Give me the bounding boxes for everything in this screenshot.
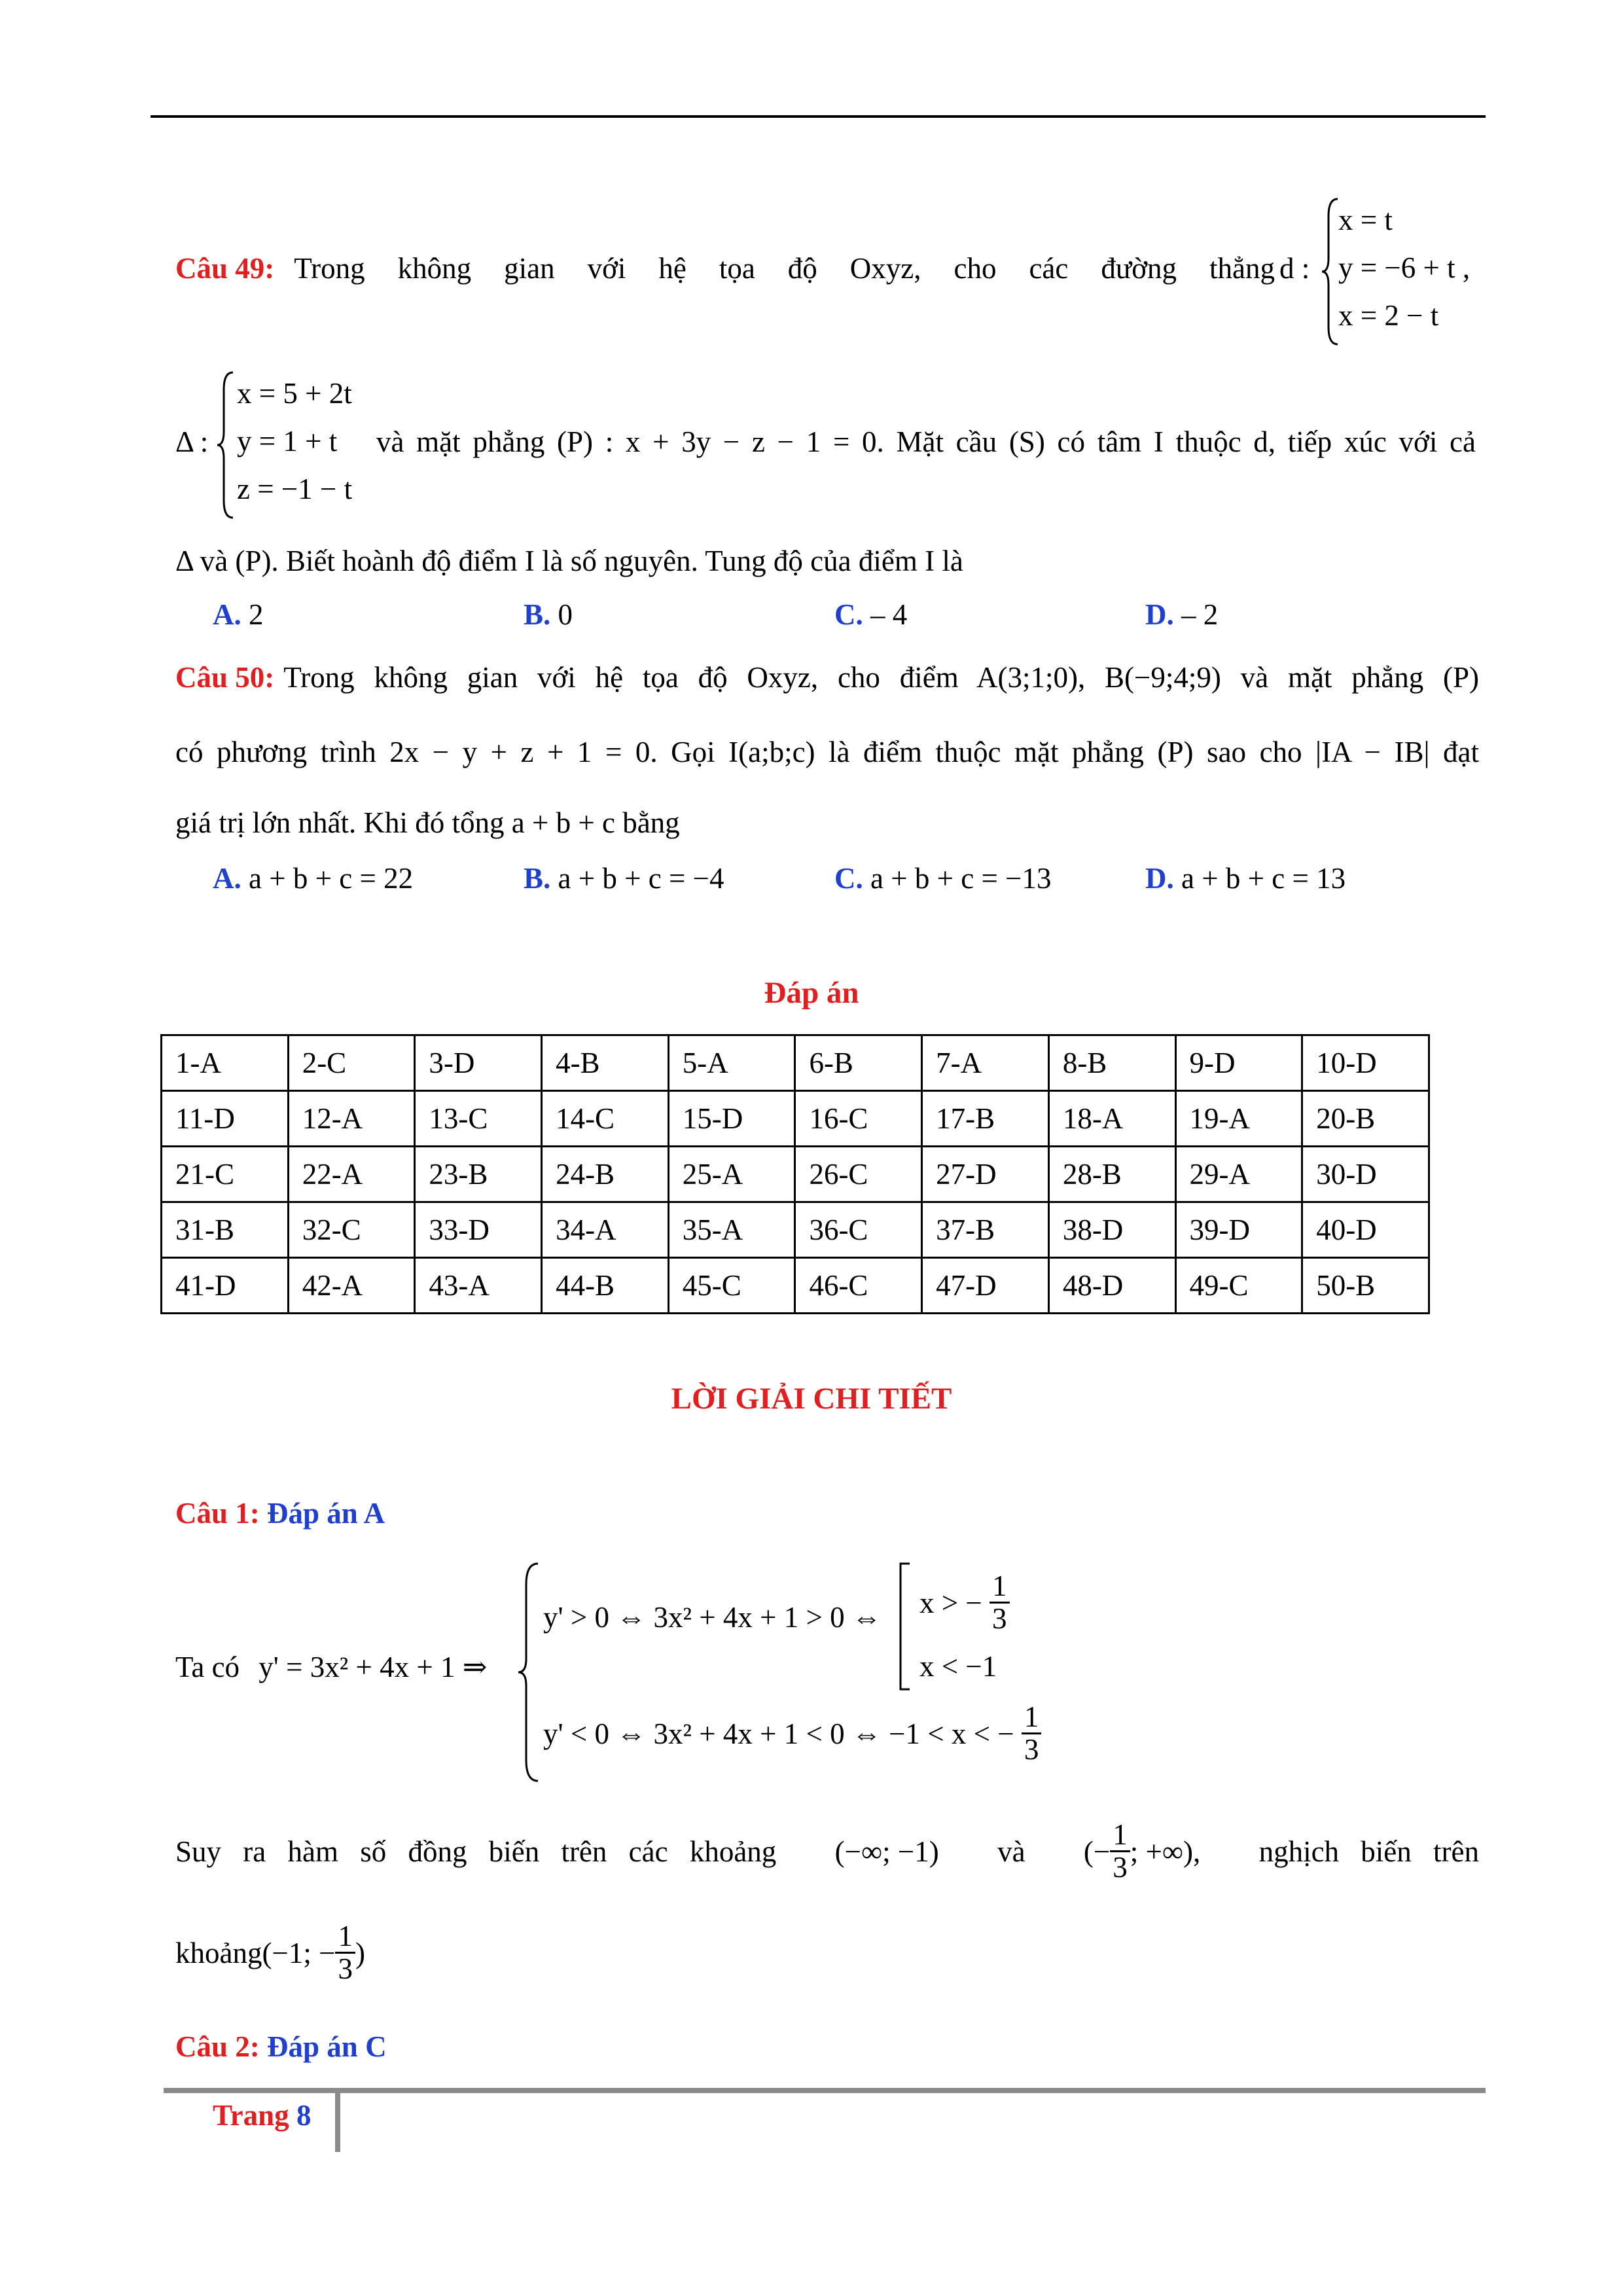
case-gt-text: x > − [919,1586,982,1619]
footer-divider [335,2093,340,2152]
answer-cell: 14-C [542,1091,669,1147]
answer-cell: 5-A [668,1035,795,1091]
answer-cell: 50-B [1302,1258,1429,1314]
answer-cell: 16-C [795,1091,922,1147]
option-d-value: a + b + c = 13 [1181,862,1346,895]
answer-cell: 24-B [542,1147,669,1202]
question-50-option-c [834,861,1051,896]
question-49-label: Câu 49: [175,252,275,285]
option-b-value: a + b + c = −4 [558,862,724,895]
interval-1: (−∞; −1) [834,1835,939,1868]
answer-cell: 30-D [1302,1147,1429,1202]
answer-cell: 36-C [795,1202,922,1258]
interval-3-pre: (−1; − [262,1936,336,1969]
question-49-line1 [175,251,1275,286]
option-d-label: D. [1145,862,1174,895]
answer-cell: 42-A [288,1258,415,1314]
question-49-option-b [524,597,573,632]
fraction-one-third [335,1921,355,1985]
case-negative-text: y' < 0 ⇔ 3x² + 4x + 1 < 0 ⇔ −1 < x < − [543,1717,1014,1750]
answer-cell: 10-D [1302,1035,1429,1091]
answer-cell: 27-D [922,1147,1049,1202]
answer-cell: 17-B [922,1091,1049,1147]
solution-1-answer: Đáp án A [267,1497,385,1530]
d-line-label: d : [1279,252,1310,285]
conclusion-text-a: Suy ra hàm số đồng biến trên các khoảng [175,1835,777,1868]
option-b-label: B. [524,598,551,631]
answer-cell: 47-D [922,1258,1049,1314]
interval-3-post: ) [355,1936,365,1969]
answer-row [162,1147,1429,1202]
answer-cell: 39-D [1175,1202,1302,1258]
option-a-label: A. [213,598,241,631]
answer-cell: 11-D [162,1091,289,1147]
answer-cell: 8-B [1048,1035,1175,1091]
question-50-text2: có phương trình 2x − y + z + 1 = 0. Gọi I(a;b;c) là điểm thuộc mặt phẳng (P) sao cho |IA − IB| đạt [175,736,1479,768]
d-eq-1: x = t [1338,204,1393,236]
answer-cell: 29-A [1175,1147,1302,1202]
fraction-denominator: 3 [1024,1733,1039,1767]
fraction-one-third [1110,1820,1130,1884]
answer-cell: 37-B [922,1202,1049,1258]
d-eq-2: y = −6 + t , [1338,251,1471,284]
option-c-label: C. [834,598,863,631]
answer-cell: 31-B [162,1202,289,1258]
solution-1-case-gt [919,1571,1010,1635]
answer-cell: 46-C [795,1258,922,1314]
answer-cell: 18-A [1048,1091,1175,1147]
answer-cell: 41-D [162,1258,289,1314]
solutions-title: LỜI GIẢI CHI TIẾT [671,1382,952,1416]
answer-cell: 40-D [1302,1202,1429,1258]
option-a-value: 2 [249,598,264,631]
page-word: Trang [213,2099,289,2132]
option-a-value: a + b + c = 22 [249,862,414,895]
interval-2-pre: (− [1083,1835,1111,1868]
answer-cell: 44-B [542,1258,669,1314]
answer-cell: 35-A [668,1202,795,1258]
question-50-line1 [175,660,1479,695]
fraction-denominator: 3 [1113,1851,1128,1884]
solution-1-case-lt: x < −1 [919,1650,997,1683]
answer-cell: 4-B [542,1035,669,1091]
answer-cell: 6-B [795,1035,922,1091]
solution-1-case-negative [543,1702,1041,1766]
question-49-text2: và mặt phẳng (P) : x + 3y − z − 1 = 0. Mặt cầu (S) có tâm I thuộc d, tiếp xúc với cả [376,425,1476,458]
delta-system-brace [216,370,236,520]
option-c-value: a + b + c = −13 [870,862,1052,895]
answer-cell: 33-D [415,1202,542,1258]
interval-2 [1084,1820,1200,1884]
question-49-intro: Trong không gian với hệ tọa độ Oxyz, cho các đường thẳng [294,252,1275,285]
answer-cell: 45-C [668,1258,795,1314]
delta-eq-2: y = 1 + t [237,425,338,457]
question-49-option-c [834,597,907,632]
answer-cell: 2-C [288,1035,415,1091]
solution-1-interval-decreasing [175,1921,365,1985]
question-50-label: Câu 50: [175,661,275,694]
answer-key-title: Đáp án [764,976,859,1010]
page-number-value: 8 [296,2099,312,2132]
answer-cell: 9-D [1175,1035,1302,1091]
delta-label: Δ : [175,425,209,458]
option-c-label: C. [834,862,863,895]
solution-1-heading [175,1496,385,1531]
answer-cell: 43-A [415,1258,542,1314]
answer-key-table [160,1034,1430,1314]
option-b-label: B. [524,862,551,895]
derivative-expr: y' = 3x² + 4x + 1 ⇒ [259,1651,488,1683]
answer-cell: 20-B [1302,1091,1429,1147]
fraction-one-third [1022,1702,1042,1766]
solution-2-label: Câu 2: [175,2030,260,2063]
question-49-text3: Δ và (P). Biết hoành độ điểm I là số nguyên. Tung độ của điểm I là [175,545,963,577]
fraction-numerator: 1 [1110,1820,1130,1852]
option-d-label: D. [1145,598,1174,631]
solution-2-heading [175,2029,387,2064]
answer-row [162,1258,1429,1314]
option-c-value: – 4 [870,598,908,631]
d-system-brace [1321,196,1340,347]
fraction-numerator: 1 [335,1921,355,1954]
answer-cell: 34-A [542,1202,669,1258]
question-50-option-b [524,861,724,896]
answer-row [162,1035,1429,1091]
interval-2-post: ; +∞), [1130,1835,1201,1868]
option-d-value: – 2 [1181,598,1219,631]
solution-1-bracket [897,1561,912,1692]
question-50-option-a [213,861,413,896]
conclusion-text-b: nghịch biến trên [1258,1835,1479,1868]
fraction-denominator: 3 [992,1602,1007,1636]
question-49-option-a [213,597,264,632]
solution-1-case-positive: y' > 0 ⇔ 3x² + 4x + 1 > 0 ⇔ [543,1601,882,1634]
fraction-numerator: 1 [990,1571,1010,1604]
fraction-denominator: 3 [338,1952,353,1986]
answer-cell: 13-C [415,1091,542,1147]
answer-row [162,1202,1429,1258]
page-number [213,2098,311,2133]
answer-cell: 48-D [1048,1258,1175,1314]
answer-cell: 15-D [668,1091,795,1147]
header-rule [151,115,1486,118]
solution-1-conclusion [175,1820,1479,1884]
option-a-label: A. [213,862,241,895]
fraction-one-third [990,1571,1010,1635]
answer-cell: 3-D [415,1035,542,1091]
answer-cell: 19-A [1175,1091,1302,1147]
answer-cell: 12-A [288,1091,415,1147]
question-49-option-d [1145,597,1218,632]
delta-eq-3: z = −1 − t [237,473,353,505]
question-50-text3: giá trị lớn nhất. Khi đó tổng a + b + c bằng [175,806,680,839]
answer-cell: 28-B [1048,1147,1175,1202]
answer-cell: 49-C [1175,1258,1302,1314]
answer-cell: 21-C [162,1147,289,1202]
solution-2-answer: Đáp án C [267,2030,387,2063]
answer-cell: 23-B [415,1147,542,1202]
fraction-numerator: 1 [1022,1702,1042,1734]
ta-co-text: Ta có [175,1651,240,1683]
question-50-option-d [1145,861,1346,896]
answer-cell: 22-A [288,1147,415,1202]
khoang-word: khoảng [175,1936,262,1969]
answer-row [162,1091,1429,1147]
answer-cell: 26-C [795,1147,922,1202]
answer-cell: 32-C [288,1202,415,1258]
and-word: và [997,1835,1026,1868]
solution-1-label: Câu 1: [175,1497,260,1530]
solution-1-intro [175,1649,488,1685]
footer-rule [164,2088,1486,2093]
answer-cell: 38-D [1048,1202,1175,1258]
answer-cell: 1-A [162,1035,289,1091]
solution-1-big-brace [517,1561,541,1784]
delta-eq-1: x = 5 + 2t [237,377,352,410]
question-50-text1: Trong không gian với hệ tọa độ Oxyz, cho điểm A(3;1;0), B(−9;4;9) và mặt phẳng (P) [283,661,1479,694]
d-eq-3: x = 2 − t [1338,299,1439,332]
option-b-value: 0 [558,598,573,631]
answer-cell: 25-A [668,1147,795,1202]
answer-cell: 7-A [922,1035,1049,1091]
